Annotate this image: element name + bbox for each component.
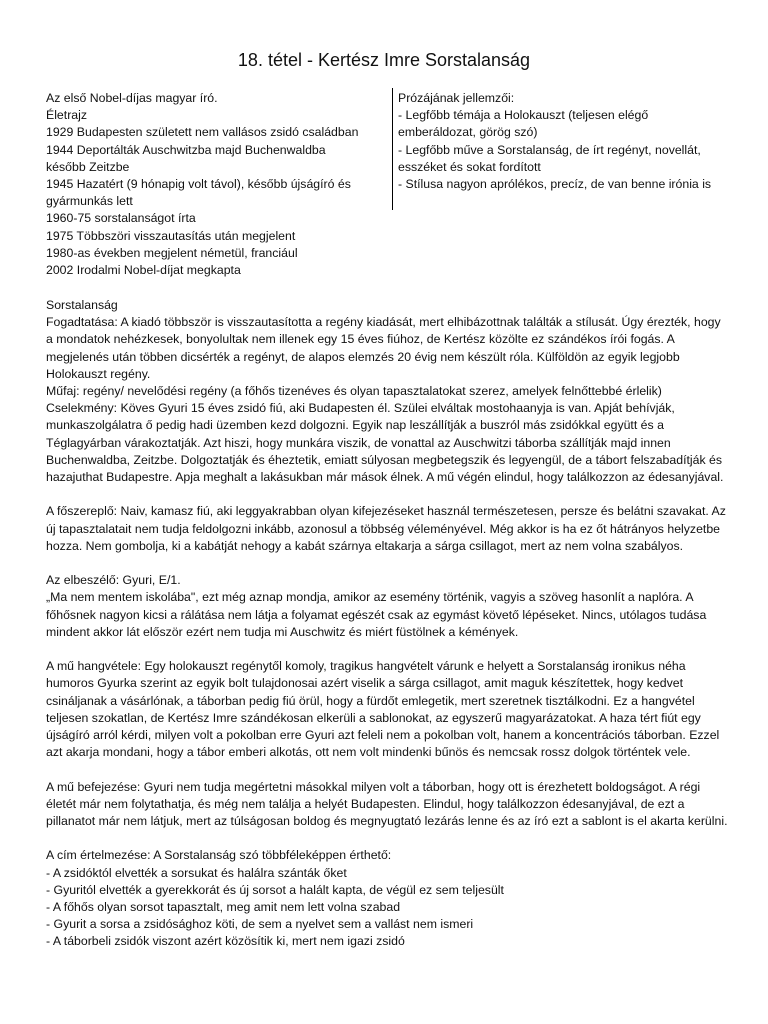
prose-features-column [398,90,728,193]
biography-line: gyármunkás lett [46,194,133,209]
title-meaning-item: - A táborbeli zsidók viszont azért közösítik ki, mert nem igazi zsidó [46,934,405,949]
column-divider [392,88,393,210]
narrator-paragraph: „Ma nem mentem iskolába", ezt még aznap mondja, amikor az esemény történik, vagyis a szöveg hasonlít a naplóra. A főhősnek nagyon kicsi a rálátása nem látja a folyamat egészét csak az egymást követő lépéseket. Nincs, utólagos tudása mindent akkor lát először ezért nem tudja mi Auschwitz és miért füstölnek a kémények. [46,590,707,639]
prose-features-heading: Prózájának jellemzői: [398,91,515,105]
biography-line: 1929 Budapesten született nem vallásos zsidó családban [46,125,359,140]
prose-feature-item: - Stílusa nagyon aprólékos, precíz, de van benne irónia is [398,177,712,192]
biography-column [46,90,386,279]
intro-line: Az első Nobel-díjas magyar író. [46,91,218,105]
page-title: 18. tétel - Kertész Imre Sorstalanság [237,50,531,70]
biography-heading: Életrajz [46,108,88,123]
biography-line: 1945 Hazatért (9 hónapig volt távol), később újságíró és [46,177,351,192]
narrator-heading: Az elbeszélő: Gyuri, E/1. [46,573,181,588]
prose-feature-item: - Legfőbb témája a Holokauszt (teljesen elégő emberáldozat, görög szó) [398,108,649,140]
biography-line: 1944 Deportálták Auschwitzba majd Buchenwaldba [46,142,326,157]
protagonist-paragraph: A főszereplő: Naiv, kamasz fiú, aki leggyakrabban olyan kifejezéseket használ természetesen, persze és belátni szavakat. Az új tapasztalatait nem tudja feldolgozni inkább, azonosul a többség véleményével. Még akkor is ha ez őt hátrányos helyzetbe hozza. Nem gombolja, ki a kabátját nehogy a kabát szárnya eltakarja a sárga csillagot, mert az nem volna szabályos. [46,504,726,553]
plot-paragraph: Cselekmény: Köves Gyuri 15 éves zsidó fiú, aki Budapesten él. Szülei elváltak mostohaanyja is van. Apját behívják, munkaszolgálatra ő pedig hadi üzemben kezd dolgozni. Egyik nap leszállítják a buszról más zsidókkal együtt és a Téglagyárban várakoztatják. Azt hiszi, hogy munkára viszik, de vonattal az Auschwitzi táborba szállítják majd innen Buchenwaldba, Zeitzbe. Dolgoztatják és éheztetik, emiatt súlyosan megbetegszik és legyengül, de a tábort felszabadítják és hazajuthat Budapestre. Apja meghalt a lakásukban már mások élnek. A mű végén elindul, hogy találkozzon az édesanyjával. [46,401,724,485]
title-meaning-item: - A zsidóktól elvették a sorsukat és halálra szánták őket [46,865,347,880]
section-heading: Sorstalanság [46,298,118,312]
title-meaning-item: - A főhős olyan sorsot tapasztalt, meg amit nem lett volna szabad [46,900,401,915]
biography-line: 1960-75 sorstalanságot írta [46,211,196,226]
genre-paragraph: Műfaj: regény/ nevelődési regény (a főhős tizenéves és olyan tapasztalatokat szerez, amelyek felnőttebbé érlelik) [46,384,662,399]
prose-feature-item: - Legfőbb műve a Sorstalanság, de írt regényt, novellát, esszéket és sokat fordított [398,142,701,174]
title-meaning-item: - Gyurit a sorsa a zsidósághoz köti, de sem a nyelvet sem a vallást nem ismeri [46,917,474,932]
biography-line: 1975 Többszöri visszautasítás után megjelent [46,228,296,243]
reception-paragraph: Fogadtatása: A kiadó többször is visszautasította a regény kiadását, mert elhibázottnak találták a stílusát. Úgy érezték, hogy a mondatok nehézkesek, bonyolultak nem illenek egy 15 éves fiúhoz, de Kertész közölte ez szándékos írói fogás. A megjelenés után többen dicsérték a regényt, de alapos elemzés 20 évig nem készült róla. Külföldön az egyik legjobb Holokauszt regény. [46,315,721,381]
title-meaning-item: - Gyuritól elvették a gyerekkorát és új sorsot a halált kapta, de végül ez sem teljesült [46,882,504,897]
biography-line: később Zeitzbe [46,159,130,174]
biography-line: 1980-as években megjelent németül, franciául [46,245,298,260]
title-meaning-heading: A cím értelmezése: A Sorstalanság szó többféleképpen érthető: [46,848,392,863]
ending-paragraph: A mű befejezése: Gyuri nem tudja megértetni másokkal milyen volt a táborban, hogy ott is érezhetett boldogságot. A régi életét már nem folytathatja, és még nem találja a helyét Budapesten. Elindul, hogy találkozzon édesanyjával, de ezt a pillanatot már nem látjuk, mert az túlságosan boldog és megnyugtató lezárás lenne és az író ezt a sablont is el akarta kerülni. [46,779,728,829]
main-text [46,297,730,951]
tone-paragraph: A mű hangvétele: Egy holokauszt regénytől komoly, tragikus hangvételt várunk e helyett a Sorstalanság ironikus néha humoros Gyurka szerint az egyik bolt tulajdonosai azért viselik a sárga csillagot, amit maguk készítettek, hogy kedvet csináljanak a vásárlónak, a táborban pedig fiú örül, hogy a fürdőt emlegetik, mert szeretnek tisztálkodni. Ez a hangvétel teljesen szokatlan, de Kertész Imre szándékosan elkerüli a sablonokat, az egyszerű magyarázatokat. A haza tért fiút egy újságíró arról kérdi, milyen volt a pokolban erre Gyuri azt feleli nem a pokolban volt, hanem a koncentrációs táborban. Ezzel azt akarja mondani, hogy a tábor emberi alkotás, ott nem volt mindenki bűnös és nemcsak rossz dolgok történtek vele. [46,659,720,760]
biography-line: 2002 Irodalmi Nobel-díjat megkapta [46,263,241,278]
